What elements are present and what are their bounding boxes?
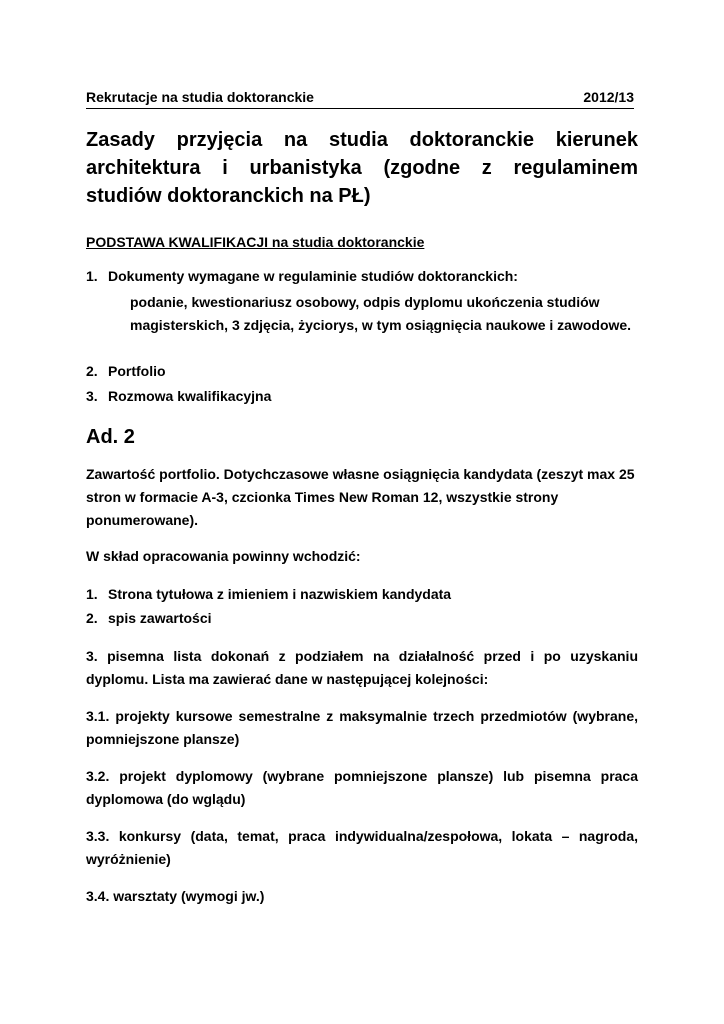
list-text: Strona tytułowa z imieniem i nazwiskiem kandydata [108,586,452,602]
paragraph-3-1: 3.1. projekty kursowe semestralne z maksymalnie trzech przedmiotów (wybrane, pomniejszone plansze) [86,708,638,747]
paragraph-3-2: 3.2. projekt dyplomowy (wybrane pomniejszone plansze) lub pisemna praca dyplomowa (do wglądu) [86,768,638,807]
ad2-heading: Ad. 2 [86,426,135,448]
list-number: 1. [86,268,98,284]
list-text: Portfolio [108,363,166,379]
paragraph-3-3: 3.3. konkursy (data, temat, praca indywidualna/zespołowa, lokata – nagroda, wyróżnienie) [86,828,638,867]
basis-list-item-1-description: podanie, kwestionariusz osobowy, odpis dyplomu ukończenia studiów magisterskich, 3 zdjęcia, życiorys, w tym osiągnięcia naukowe i zawodowe. [130,294,632,333]
basis-list-item-3 [86,386,271,406]
header-year: 2012/13 [583,89,634,105]
basis-list-item-2 [86,361,166,381]
document-title: Zasady przyjęcia na studia doktoranckie kierunek architektura i urbanistyka (zgodne z regulaminem studiów doktoranckich na PŁ) [86,129,638,207]
page-header [86,88,634,109]
list-number: 2. [86,610,98,626]
composition-list-item-1 [86,584,451,604]
header-title: Rekrutacje na studia doktoranckie [86,89,314,105]
portfolio-intro: Zawartość portfolio. Dotychczasowe własne osiągnięcia kandydata (zeszyt max 25 stron w formacie A-3, czcionka Times New Roman 12, wszystkie strony ponumerowane). [86,466,635,528]
list-number: 1. [86,586,98,602]
list-number: 2. [86,363,98,379]
basis-heading: PODSTAWA KWALIFIKACJI na studia doktoranckie [86,234,425,250]
composition-intro: W skład opracowania powinny wchodzić: [86,548,361,564]
composition-list-item-2 [86,608,212,628]
list-text: Dokumenty wymagane w regulaminie studiów doktoranckich: [108,268,518,284]
list-text: Rozmowa kwalifikacyjna [108,388,272,404]
paragraph-3-4: 3.4. warsztaty (wymogi jw.) [86,888,265,904]
basis-list-item-1 [86,266,518,286]
list-number: 3. [86,388,98,404]
list-text: spis zawartości [108,610,212,626]
paragraph-3: 3. pisemna lista dokonań z podziałem na działalność przed i po uzyskaniu dyplomu. Lista ma zawierać dane w następującej kolejności: [86,648,638,687]
